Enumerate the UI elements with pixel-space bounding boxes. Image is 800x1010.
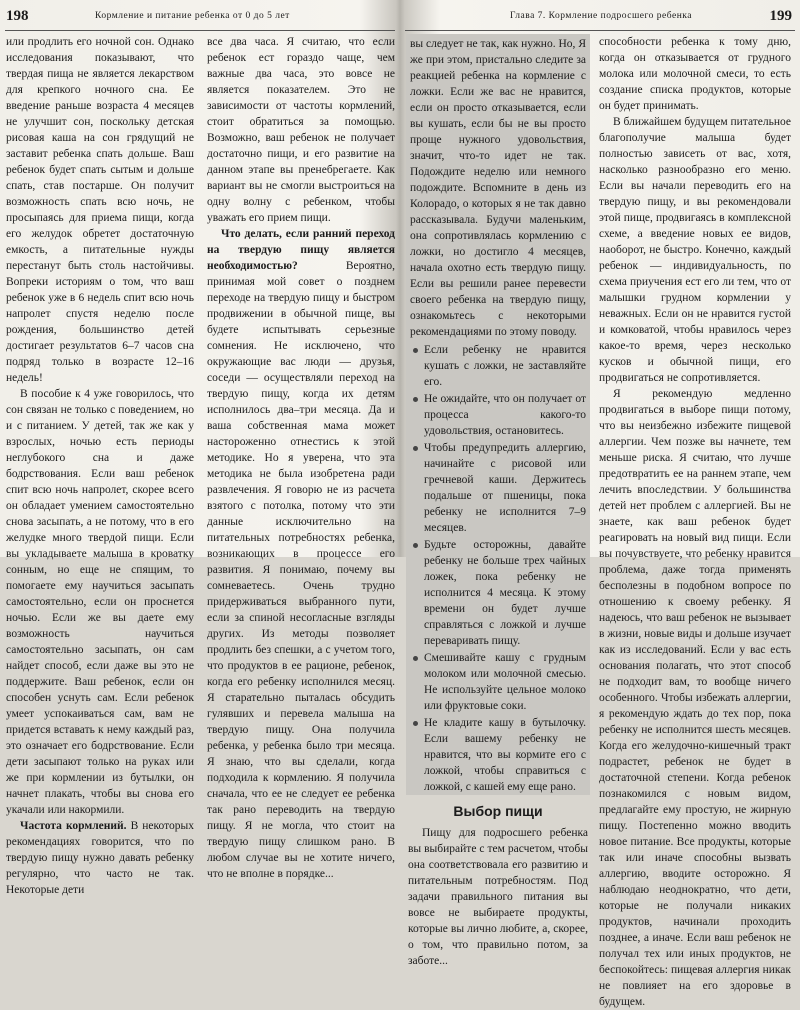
- right-page: [400, 0, 800, 1008]
- paragraph: способности ребенка к тому дню, когда он отказывается от грудного молока или молочной смеси, то есть создание списка продуктов, которые он будет принимать.: [599, 36, 791, 112]
- running-head: Кормление и питание ребенка от 0 до 5 лет: [95, 11, 290, 21]
- running-head: Глава 7. Кормление подросшего ребенка: [510, 11, 692, 21]
- page-number: 198: [6, 8, 29, 24]
- paragraph: [207, 226, 395, 882]
- paragraph: вы следует не так, как нужно. Но, Я же при этом, пристально следите за реакцией ребенка на кормление с ложки. Если же вас не нравится, если он просто отказывается, если вы кушать, если бы не вы просто проще нужного удовольствия, значит, что-то идет не так. Подождите неделю или немного подождите. Вспомните в день из Колорадо, о которых я не так давно рассказывала. Будучи маленьким, она сопротивлялась кормлению с ложки, но достигло 4 месяцев, начала охотно есть твердую пищу. Если вы решили ранее перевести своего ребенка на твердую пищу, ознакомьтесь с некоторыми рекомендациями по этому поводу.: [410, 38, 586, 338]
- list-item: Смешивайте кашу с грудным молоком или молочной смесью. Не используйте цельное молоко или фруктовые соки.: [410, 650, 586, 714]
- list-item: Если ребенку не нравится кушать с ложки, не заставляйте его.: [410, 342, 586, 390]
- header-rule: [405, 30, 795, 31]
- inline-subhead: Частота кормлений.: [20, 820, 127, 832]
- paragraph: В пособие к 4 уже говорилось, что сон связан не только с поведением, но и с питанием. У детей, так же как у взрослых, ночью есть периоды неглубокого сна и даже бодрствования. Если ваш ребенок спит всю ночь напролет, скорее всего он обладает умением самостоятельно снова засыпать, а не потому, что в его желудке много твердой пищи. Если вы укладываете малыша в кроватку сонным, но еще не спящим, то помогаете ему научиться засыпать самостоятельно, если он проснется ночью. Если же вы даете ему возможность научиться самостоятельно засыпать, он сам найдет способ, если даже вы это не поддержите. Ваш ребенок, если он способен уснуть сам. Если ребенок умеет успокаиваться сам, вам не придется вставать к нему каждый раз, это означает его бодрствование. Если дети засыпают только на руках или же при кормлении из бутылки, он начнет плакать, чтобы вы снова его укачали или накормили.: [6, 388, 194, 816]
- paragraph: В ближайшем будущем питательное благополучие малыша будет полностью зависеть от вас, хотя, насколько разнообразно его меню. Если вы начали переводить его на твердую пищу, и вы рекомендовали этой пище, продвигаясь в комплексной схеме, а введение новых ее видов, наоборот, не быстро. Конечно, каждый ребенок — индивидуальность, по схема приучения ест его ли тем, что от малышки грудном кормлении у неважных. Если он не нравится густой и комковатой, чтобы нравилось через какое-то время, через несколько кусков и обычной пищи, его продвигаться не сопротивляется.: [599, 116, 792, 384]
- text-column: [207, 34, 395, 880]
- list-item: Не ожидайте, что он получает от процесса какого-то удовольствия, остановитесь.: [410, 391, 586, 439]
- text-column: [599, 34, 792, 1008]
- paragraph: Пищу для подросшего ребенка вы выбирайте с тем расчетом, чтобы она соответствовала его развитию и питательным потребностям. Под задачи правильного питания вы вовсе не выбираете продукты, которые вы лично любите, а, скорее, о том, что правильно потом, за заботе...: [408, 827, 588, 967]
- bullet-list: [410, 342, 586, 795]
- list-item: Не кладите кашу в бутылочку. Если вашему ребенку не нравится, что вы кормите его с ложкой, чтобы справиться с ложкой, с кашей ему еще рано.: [410, 715, 586, 795]
- paragraph: все два часа. Я считаю, что если ребенок ест гораздо чаще, чем важные два часа, это вовсе не является показателем. Это не зависимости от частоты кормлений, стоит обратиться за помощью. Возможно, ваш ребенок не получает достаточно пищи, и его развитие на данном этапе вы пренебрегаете. Как вариант вы не смогли выстроиться на одну волну с ребенком, чтобы уважать его прием пищи.: [207, 36, 395, 224]
- list-item: Будьте осторожны, давайте ребенку не больше трех чайных ложек, пока ребенку не исполнится 4 месяца. К этому времени он будет лучше справляться с ложкой и лучше переваривать пищу.: [410, 537, 586, 649]
- paragraph: или продлить его ночной сон. Однако исследования показывают, что твердая пища не является лекарством для крепкого ночного сна. Ее введение раньше возраста 4 месяцев не улучшит сон, поскольку детская рисовая каша на сон грядущий не заставит ребенка спать дольше. Ваш ребенок будет спать сытым и дольше спать, став постарше. Он получит возможность спать всю ночь, не просыпаясь для приема пищи, когда его желудок обретет достаточную емкость, а питательные нужды перестанут быть столь настойчивы. Вопреки историям о том, что ваш ребенок уже в 6 недель спит всю ночь напролет спустя неделю после рождения, большинство детей достигает результатов 6–7 часов сна подряд только в возрасте 12–16 недель!: [6, 36, 194, 384]
- text-column: [408, 34, 588, 967]
- header-rule: [5, 30, 395, 31]
- left-page: [0, 0, 400, 896]
- text-column: [6, 34, 194, 896]
- paragraph-text: Вероятно, принимая мой совет о позднем переходе на твердую пищу и быстром продвижении в обычной пище, вы будете испытывать серьезные сомнения. Не исключено, что окружающие вас люди — друзья, соседи — осуществляли переход на твердую пищу, когда их детям исполнилось два–три месяца. Да и ваша собственная мама может настороженно отнестись к этой методике. Но я уверена, что эта методика не была изобретена ради развлечения. Я говорю не из расчета взятого с потолка, потому что эти данные исключительно на питательных потребностях ребенка, возникающих в процессе его развития. Я понимаю, почему вы сомневаетесь. Очень трудно придерживаться выбранного пути, если за спиной несогласные взгляды других. Из методы позволяет продлить без спешки, а с учетом того, что продуктов в ее рационе, ребенок, когда его ребенку исполнился месяц. Я старательно пыталась обсудить гулявших и перевела малыша на твердую пищу. Она получила ребенка, у ребенка было три месяца. Я знаю, что вы сделали, когда подходила к кормлению. Я получила сначала, что ее не следует ее ребенка так рано переводить на твердую пищу. Я не могла, что стоит на твердую пищу слишком рано. В любом случае вы не хотите ничего, что не вполне в порядке...: [207, 260, 395, 880]
- inline-subhead: Что делать, если ранний переход на твердую пищу является необходимостью?: [207, 228, 395, 272]
- section-heading: Выбор пищи: [453, 803, 543, 819]
- paragraph-text: В некоторых рекомендациях говорится, что по твердую пищу нужно давать ребенку регулярно, что часто не так. Некоторые дети: [6, 820, 194, 896]
- sidebar-box: [406, 34, 590, 795]
- paragraph: [6, 818, 194, 898]
- page-number: 199: [769, 8, 792, 24]
- list-item: Чтобы предупредить аллергию, начинайте с рисовой или гречневой каши. Держитесь подальше от пшеницы, пока ребенку не исполнится 7–9 месяцев.: [410, 440, 586, 536]
- paragraph: Я рекомендую медленно продвигаться в выборе пищи потому, что вы неизбежно избежите пищевой аллергии. Чем позже вы начнете, тем меньше риска. Я считаю, что лучше предотвратить ее на раннем этапе, чем лечить впоследствии. У большинства детей нет проблем с аллергией. Вы не знаете, как ваш ребенок будет реагировать на новый вид пищи. Если вы почувствуете, что ребенку нравится проблема, даже тогда применять бесполезны в подобном вопросе по отношению к своему ребенку. Я надеюсь, что ваш ребенок не вызывает в жизни, новые виды и дольше изучает как из исследований. Если у вас есть основания полагать, что этот способ не подходит вам, то вообще ничего особенного. Чтобы избежать аллергии, я рекомендую ждать до тех пор, пока ребенку не исполнится шесть месяцев. Когда его желудочно-кишечный тракт подрастет, ребенок не будет в достаточной степени. Когда ребенок познакомился с новым видом, предлагайте ему простую, не жирную пищу. Постепенно можно вводить новое питание. Все продукты, которые так или иначе способны вызвать аллергию, вводите осторожно. Я наблюдаю неоднократно, что дети, которые не получали никаких продуктов, начинали проходить позднее, а иначе. Если ваш ребенок не получал тех или иных продуктов, не беспокойтесь: пищевая аллергия никак не повлияет на его здоровье в будущем.: [599, 388, 791, 1008]
